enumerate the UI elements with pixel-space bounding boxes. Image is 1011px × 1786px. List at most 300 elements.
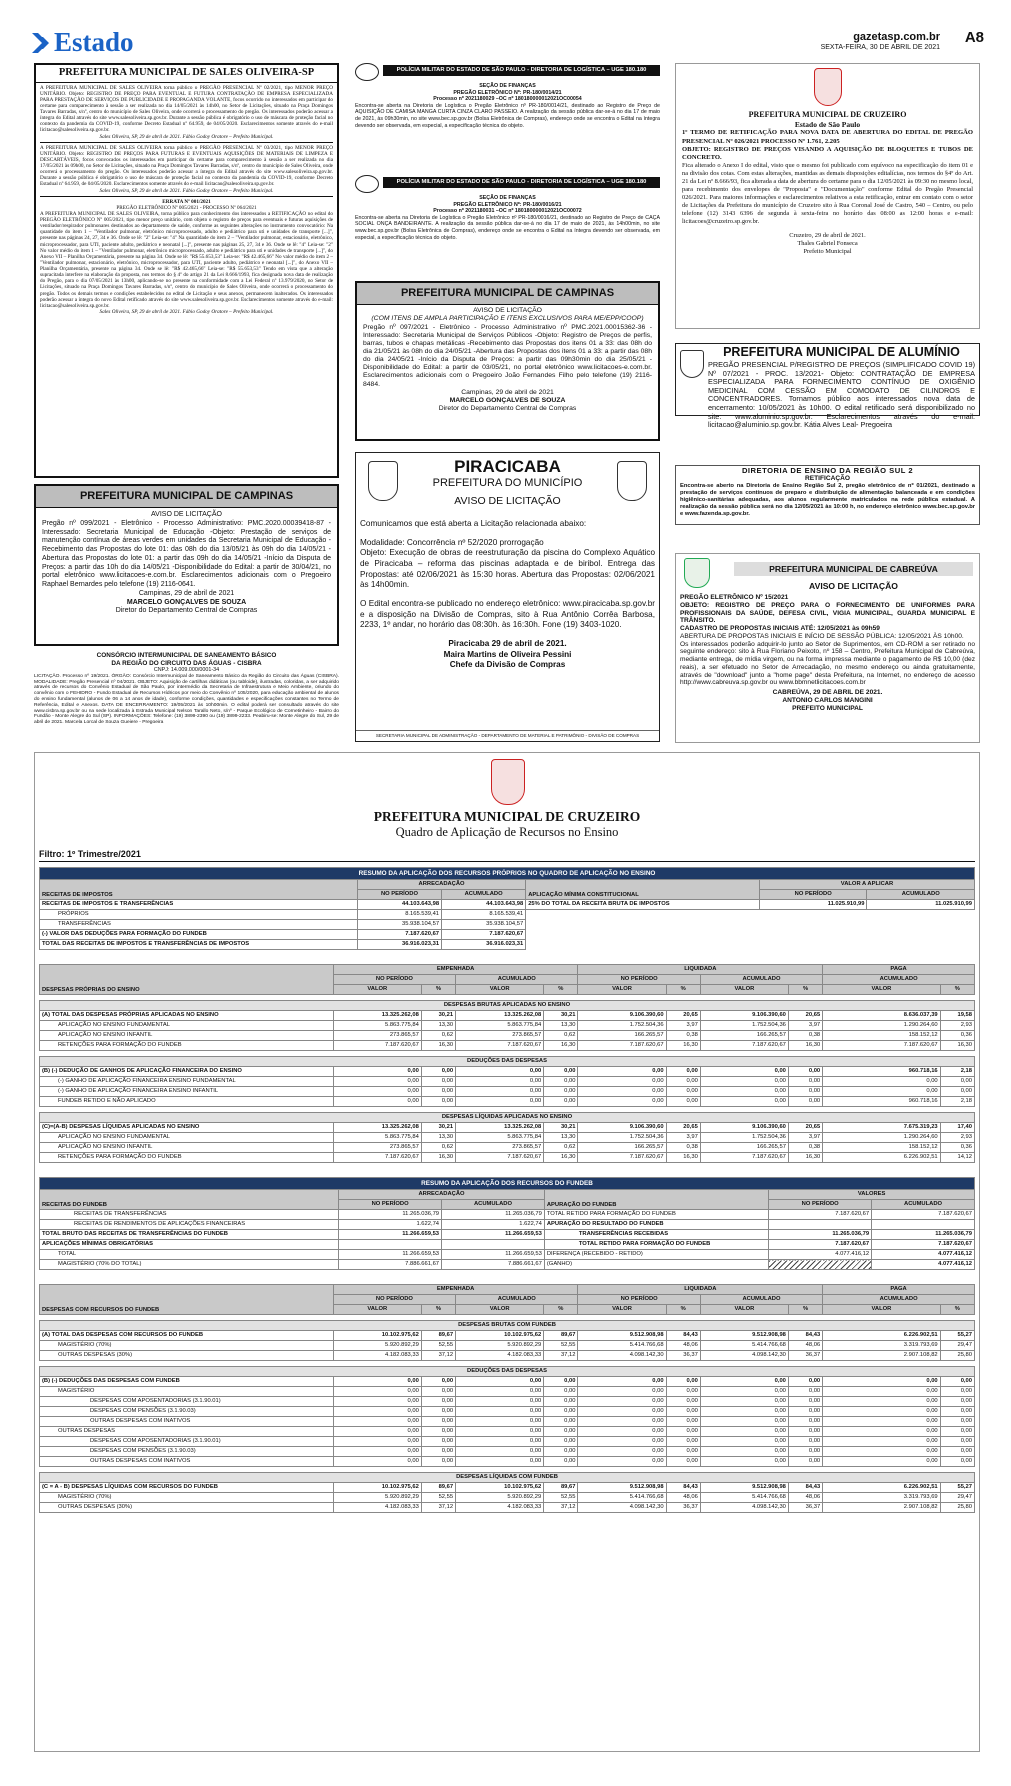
chevron-logo-icon <box>30 31 52 55</box>
row-value: 0,00 <box>544 1397 578 1407</box>
row-value: 8.636.037,39 <box>823 1011 940 1021</box>
row-value: 0,00 <box>333 1377 421 1387</box>
row-value: 0,00 <box>788 1417 822 1427</box>
row-value: 7.187.620,67 <box>700 1153 788 1163</box>
row-value: 0,00 <box>578 1407 666 1417</box>
row-label: (B) (-) DEDUÇÕES DAS DESPESAS COM FUNDEB <box>40 1377 334 1387</box>
table-fundeb-receitas <box>39 1177 975 1270</box>
row-value: 29,47 <box>940 1493 974 1503</box>
row-value: 0,00 <box>700 1417 788 1427</box>
row-value: 0,00 <box>333 1387 421 1397</box>
pm-badge-icon-1 <box>355 63 379 81</box>
row-value: 9.512.908,98 <box>700 1483 788 1493</box>
col-pct: % <box>788 985 822 995</box>
row-value: 2,93 <box>940 1021 974 1031</box>
row-value: 5.863.775,84 <box>456 1021 544 1031</box>
row-value: 0,62 <box>421 1031 455 1041</box>
row-value: 6.226.902,51 <box>823 1331 940 1341</box>
row-value: 0,00 <box>456 1067 544 1077</box>
row-label: (C = A - B) DESPESAS LÍQUIDAS COM RECURSOS DO FUNDEB <box>40 1483 334 1493</box>
piracicaba-sub: PREFEITURA DO MUNICÍPIO <box>432 477 583 490</box>
pm1-bar: POLÍCIA MILITAR DO ESTADO DE SÃO PAULO - DIRETORIA DE LOGÍSTICA – UGE 180.180 <box>383 65 660 76</box>
campinas-mid-date: Campinas, 29 de abril de 2021 <box>461 388 554 396</box>
row-value: 36,37 <box>788 1351 822 1361</box>
row-value: 5.863.775,84 <box>333 1021 421 1031</box>
row-value: 0,00 <box>456 1097 544 1107</box>
row-value: 0,00 <box>666 1377 700 1387</box>
row-value: 0,00 <box>788 1377 822 1387</box>
fundeb-right-val <box>769 1220 872 1230</box>
row-value: 158.152,12 <box>823 1143 940 1153</box>
row-value: 5.414.766,68 <box>578 1493 666 1503</box>
row-value: 0,00 <box>788 1097 822 1107</box>
row-value: 0,00 <box>823 1407 940 1417</box>
row-value: 0,00 <box>333 1397 421 1407</box>
diretoria-title: DIRETORIA DE ENSINO DA REGIÃO SUL 2 <box>741 466 914 475</box>
pm1-sec: SEÇÃO DE FINANÇAS <box>479 83 536 89</box>
row-value: 0,00 <box>788 1087 822 1097</box>
row-value: 3.319.793,69 <box>823 1341 940 1351</box>
quadro-subtitle: Quadro de Aplicação de Recursos no Ensino <box>395 825 619 839</box>
row-label: DESPESAS COM APOSENTADORIAS (3.1.90.01) <box>40 1397 334 1407</box>
row-value: 52,55 <box>421 1341 455 1351</box>
row-value: 0,00 <box>578 1377 666 1387</box>
row-value: 0,00 <box>578 1437 666 1447</box>
row-value: 3.319.793,69 <box>823 1493 940 1503</box>
row-value: 16,30 <box>788 1153 822 1163</box>
row-value: 0,00 <box>544 1067 578 1077</box>
row-value: 0,00 <box>544 1377 578 1387</box>
row-value: 0,00 <box>823 1457 940 1467</box>
row-value: 2.907.108,82 <box>823 1503 940 1513</box>
row-value: 89,67 <box>544 1483 578 1493</box>
row-value: 0,00 <box>700 1437 788 1447</box>
row-value: 7.187.620,67 <box>333 1153 421 1163</box>
table-despesas-proprias <box>39 964 975 1163</box>
row-value: 4.182.083,33 <box>456 1351 544 1361</box>
row-label: APLICAÇÃO NO ENSINO INFANTIL <box>40 1031 334 1041</box>
row-value: 37,12 <box>421 1351 455 1361</box>
row-value: 0,00 <box>544 1077 578 1087</box>
row-value: 0,00 <box>578 1427 666 1437</box>
row-value: 16,30 <box>666 1153 700 1163</box>
row-value: 0,00 <box>700 1427 788 1437</box>
piracicaba-crest-icon-left <box>368 461 398 501</box>
row-value: 0,00 <box>823 1397 940 1407</box>
fundeb-left-val <box>442 1240 545 1250</box>
row-value: 9.106.390,60 <box>578 1123 666 1133</box>
row-value: 0,00 <box>544 1417 578 1427</box>
r1-label: TOTAL DAS RECEITAS DE IMPOSTOS E TRANSFERÊNCIAS DE IMPOSTOS <box>40 940 358 950</box>
col-valor: VALOR <box>823 985 940 995</box>
pm2-proc: Processo nº 2021180031 –OC nº 180180000012021OC00072 <box>433 208 582 215</box>
table-despesas-fundeb <box>39 1284 975 1513</box>
r1-val: 35.938.104,57 <box>357 920 441 930</box>
table-recursos-proprios <box>39 867 975 950</box>
col-pct: % <box>940 1305 974 1315</box>
row-value: 7.187.620,67 <box>333 1041 421 1051</box>
fundeb-right-label: TOTAL RETIDO PARA FORMAÇÃO DO FUNDEB <box>544 1240 768 1250</box>
fundeb-left-val: 11.265.036,79 <box>339 1210 442 1220</box>
row-value: 16,30 <box>421 1153 455 1163</box>
cabreuva-date: CABREÚVA, 29 DE ABRIL DE 2021. <box>772 689 883 697</box>
row-value: 7.187.620,67 <box>578 1041 666 1051</box>
r1-val: 8.165.539,41 <box>442 910 526 920</box>
row-value: 0,00 <box>333 1067 421 1077</box>
piracicaba-aviso: AVISO DE LICITAÇÃO <box>454 494 561 507</box>
row-value: 0,00 <box>666 1407 700 1417</box>
col-acumulado: ACUMULADO <box>823 1295 975 1305</box>
cruzeiro-r-t1: PREFEITURA MUNICIPAL DE CRUZEIRO <box>748 110 907 119</box>
row-value: 0,00 <box>666 1447 700 1457</box>
r1-label: PRÓPRIOS <box>40 910 358 920</box>
row-value: 166.265,57 <box>700 1143 788 1153</box>
col-valor: VALOR <box>823 1305 940 1315</box>
campinas-left-date: Campinas, 29 de abril de 2021 <box>138 589 235 597</box>
row-value: 0,00 <box>666 1067 700 1077</box>
fundeb-right-val: 4.077.416,12 <box>872 1260 975 1270</box>
row-value: 0,00 <box>421 1417 455 1427</box>
row-value: 3,97 <box>666 1133 700 1143</box>
campinas-left-title: PREFEITURA MUNICIPAL DE CAMPINAS <box>36 486 337 508</box>
row-value: 4.098.142,30 <box>700 1351 788 1361</box>
row-value: 4.098.142,30 <box>578 1503 666 1513</box>
row-value: 0,00 <box>940 1077 974 1087</box>
row-label: RETENÇÕES PARA FORMAÇÃO DO FUNDEB <box>40 1153 334 1163</box>
row-value: 16,30 <box>940 1041 974 1051</box>
row-value: 0,00 <box>333 1077 421 1087</box>
col-pct: % <box>940 985 974 995</box>
aluminio-title: PREFEITURA MUNICIPAL DE ALUMÍNIO <box>723 345 960 359</box>
row-value: 0,00 <box>788 1407 822 1417</box>
row-value: 0,00 <box>333 1457 421 1467</box>
row-value: 7.675.319,23 <box>823 1123 940 1133</box>
cruzeiro-r-obj: OBJETO: REGISTRO DE PREÇOS VISANDO A AQUISIÇÃO DE BLOQUETES E TUBOS DE CONCRETO. <box>682 145 973 162</box>
row-value: 25,80 <box>940 1351 974 1361</box>
row-value: 0,38 <box>666 1143 700 1153</box>
pm1-proc: Processo nº 2021180029 –OC nº 180180000012021OC00054 <box>433 96 582 103</box>
row-value: 0,00 <box>700 1097 788 1107</box>
row-value: 84,43 <box>666 1331 700 1341</box>
r1-val: 36.916.023,31 <box>442 940 526 950</box>
row-value: 9.512.908,98 <box>700 1331 788 1341</box>
cruzeiro-r-sig: Thales Gabriel Fonseca <box>797 240 858 248</box>
row-label: FUNDEB RETIDO E NÃO APLICADO <box>40 1097 334 1107</box>
row-value: 273.865,57 <box>333 1143 421 1153</box>
campinas-mid-title: PREFEITURA MUNICIPAL DE CAMPINAS <box>357 283 658 305</box>
cisbra-cnpj: CNPJ: 14.009.000/0001-34 <box>153 667 220 674</box>
row-value: 0,00 <box>456 1077 544 1087</box>
fundeb-left-val: 11.266.659,53 <box>339 1230 442 1240</box>
row-value: 0,36 <box>940 1031 974 1041</box>
row-value: 0,00 <box>666 1417 700 1427</box>
row-value: 48,06 <box>666 1493 700 1503</box>
row-value: 13.325.262,08 <box>456 1011 544 1021</box>
row-value: 55,27 <box>940 1483 974 1493</box>
pm2-body: Encontra-se aberta na Diretoria de Logística o Pregão Eletrônico nº PR-180/0016/21, destinado ao Registro de Preço de CAÇA SOCIAL ONÇA BANDEIRANTE. A realização da sessão pública dar-se-á no dia 17 de maio de 2021, às 14h00min, no site www.bec.sp.gov.br (Bolsa Eletrônica de Compras), endereço onde se encontra o Edital na íntegra devendo ser observada, em especial, a especificação técnica do objeto. <box>355 214 660 241</box>
row-value: 0,00 <box>940 1417 974 1427</box>
fundeb-left-label: APLICAÇÕES MÍNIMAS OBRIGATÓRIAS <box>40 1240 339 1250</box>
row-value: 0,00 <box>788 1387 822 1397</box>
quadro-crest-icon <box>491 759 525 805</box>
row-value: 0,00 <box>700 1377 788 1387</box>
row-value: 273.865,57 <box>333 1031 421 1041</box>
row-value: 37,12 <box>544 1503 578 1513</box>
sec1-title: RESUMO DA APLICAÇÃO DOS RECURSOS PRÓPRIOS NO QUADRO DE APLICAÇÃO NO ENSINO <box>40 868 975 880</box>
row-value: 158.152,12 <box>823 1031 940 1041</box>
row-value: 0,00 <box>578 1447 666 1457</box>
row-value: 4.098.142,30 <box>578 1351 666 1361</box>
col-periodo: NO PERÍODO <box>333 1295 455 1305</box>
row-value: 84,43 <box>788 1331 822 1341</box>
row-value: 0,00 <box>823 1377 940 1387</box>
row-value: 0,00 <box>421 1427 455 1437</box>
cabreuva-title: PREFEITURA MUNICIPAL DE CABREÚVA <box>734 562 973 576</box>
row-value: 52,55 <box>421 1493 455 1503</box>
quadro-aplicacao <box>34 752 980 1752</box>
row-value: 0,00 <box>333 1097 421 1107</box>
fundeb-right-val: 4.077.416,12 <box>872 1250 975 1260</box>
row-value: 0,62 <box>421 1143 455 1153</box>
row-value: 0,00 <box>578 1097 666 1107</box>
row-value: 10.102.975,62 <box>456 1483 544 1493</box>
row-value: 13.325.262,08 <box>333 1011 421 1021</box>
row-label: OUTRAS DESPESAS COM INATIVOS <box>40 1457 334 1467</box>
row-value: 5.863.775,84 <box>333 1133 421 1143</box>
row-value: 0,00 <box>700 1397 788 1407</box>
pm-notice-2 <box>355 175 660 270</box>
row-value: 89,67 <box>544 1331 578 1341</box>
row-label: APLICAÇÃO NO ENSINO FUNDAMENTAL <box>40 1021 334 1031</box>
rec-fundeb-head: RECEITAS DO FUNDEB <box>40 1190 339 1210</box>
aluminio-crest-icon <box>680 350 704 378</box>
apur-fundeb-head: APURAÇÃO DO FUNDEB <box>544 1190 768 1210</box>
row-value: 0,00 <box>578 1077 666 1087</box>
row-value: 0,00 <box>788 1397 822 1407</box>
campinas-mid-sig: MARCELO GONÇALVES DE SOUZA <box>449 396 566 404</box>
fundeb-left-val: 1.622,74 <box>442 1220 545 1230</box>
col-valor: VALOR <box>700 1305 788 1315</box>
row-value: 30,21 <box>544 1011 578 1021</box>
row-value: 0,00 <box>421 1097 455 1107</box>
row-value: 0,00 <box>666 1387 700 1397</box>
r1-label: RECEITAS DE IMPOSTOS E TRANSFERÊNCIAS <box>40 900 358 910</box>
cruzeiro-r-t2: Estado de São Paulo <box>794 120 861 129</box>
row-value: 19,58 <box>940 1011 974 1021</box>
r1-val: 7.187.620,67 <box>442 930 526 940</box>
row-value: 13,30 <box>421 1021 455 1031</box>
fundeb-left-label: RECEITAS DE RENDIMENTOS DE APLICAÇÕES FINANCEIRAS <box>40 1220 339 1230</box>
row-value: 89,67 <box>421 1331 455 1341</box>
fundeb-right-val: 7.187.620,67 <box>872 1240 975 1250</box>
r1-val: 44.103.643,98 <box>357 900 441 910</box>
cabreuva-sig: ANTONIO CARLOS MANGINI <box>782 696 873 704</box>
site-url: gazetasp.com.br <box>853 31 940 43</box>
row-value: 0,00 <box>456 1377 544 1387</box>
row-value: 48,06 <box>788 1341 822 1351</box>
row-value: 55,27 <box>940 1331 974 1341</box>
cabreuva-b2: OBJETO: REGISTRO DE PREÇO PARA O FORNECIMENTO DE UNIFORMES PARA PROFISSIONAIS DA SAÚDE, DEFESA CIVIL, VIGIA MUNICIPAL, GUARDA MUNICIPAL E TRÂNSITO. <box>680 601 975 625</box>
sales-title: PREFEITURA MUNICIPAL DE SALES OLIVEIRA-SP <box>36 65 337 83</box>
row-value: 0,00 <box>666 1437 700 1447</box>
row-value: 0,62 <box>544 1031 578 1041</box>
cabreuva-crest-icon <box>684 558 710 588</box>
campinas-mid-role: Diretor do Departamento Central de Compras <box>438 405 577 413</box>
campinas-mid-body: Pregão nº 097/2021 - Eletrônico - Processo Administrativo nº PMC.2021.00015362-36 -Interessado: Secretaria Municipal de Serviços Públicos -Objeto: Registro de Preços de perfis, barras, tubos e chapas metálicas -Recebimento das Propostas dos itens 01 a 33: das 08h do dia 21/05/21 às 08h do dia 24/05/21 -Abertura das Propostas dos itens 01 a 33: a partir das 08h do dia 24/05/21 -Início da Disputa de Preços: a partir das 09h30min do dia 25/05/21 -Disponibilidade do Edital: a partir de 03/05/21, no portal eletrônico www.licitacoes-e.com.br. Esclarecimentos adicionais com o Pregoeiro João Fernandes Filho pelo telefone (19) 2116-8484. <box>363 323 652 388</box>
row-value: 0,00 <box>421 1407 455 1417</box>
col-periodo: NO PERÍODO <box>357 890 441 900</box>
row-value: 13,30 <box>544 1133 578 1143</box>
row-value: 0,00 <box>333 1417 421 1427</box>
col-acumulado: ACUMULADO <box>442 890 526 900</box>
row-value: 84,43 <box>666 1483 700 1493</box>
desp-head: DESPESAS PRÓPRIAS DO ENSINO <box>40 965 334 995</box>
row-value: 0,62 <box>544 1143 578 1153</box>
row-value: 2.907.108,82 <box>823 1351 940 1361</box>
row-value: 0,00 <box>940 1457 974 1467</box>
row-label: MAGISTÉRIO <box>40 1387 334 1397</box>
row-value: 7.187.620,67 <box>578 1153 666 1163</box>
campinas-mid-sub: (COM ITENS DE AMPLA PARTICIPAÇÃO E ITENS EXCLUSIVOS PARA ME/EPP/COOP) <box>371 315 644 323</box>
row-value: 5.414.766,68 <box>700 1341 788 1351</box>
cruzeiro-r-date: Cruzeiro, 29 de abril de 2021. <box>789 232 866 240</box>
row-value: 0,00 <box>578 1457 666 1467</box>
col-pct: % <box>788 1305 822 1315</box>
campinas-mid-aviso: AVISO DE LICITAÇÃO <box>473 307 542 315</box>
aplic-val: 11.025.910,99 <box>867 900 975 910</box>
diretoria-body: Encontra-se aberto na Diretoria de Ensino Região Sul 2, pregão eletrônico de nº 01/2021, destinado a prestação de serviços contínuos de preparo e distribuição de alimentação balanceada e em condições higiênico-sanitárias adequadas, aos alunos regularmente matriculados na rede pública estadual. A realização da sessão pública será no dia 12/05/2021 às 10:00 h, no endereço eletrônico www.bec.sp.gov.br e www.fazenda.sp.gov.br. <box>680 483 975 517</box>
row-value: 29,47 <box>940 1341 974 1351</box>
row-value: 0,00 <box>666 1457 700 1467</box>
section-subtitle: DEDUÇÕES DAS DESPESAS <box>40 1057 975 1067</box>
row-value: 0,00 <box>421 1437 455 1447</box>
row-value: 0,00 <box>940 1447 974 1457</box>
aplic-val: 11.025.910,99 <box>759 900 867 910</box>
row-value: 0,00 <box>578 1417 666 1427</box>
row-value: 7.187.620,67 <box>700 1041 788 1051</box>
row-value: 0,00 <box>700 1387 788 1397</box>
row-value: 16,30 <box>666 1041 700 1051</box>
row-value: 0,00 <box>421 1067 455 1077</box>
row-value: 10.102.975,62 <box>456 1331 544 1341</box>
piracicaba-sig: Maira Martins de Oliveira Pessini <box>443 649 572 659</box>
fundeb-left-val: 7.886.661,67 <box>339 1260 442 1270</box>
col-acumulado: ACUMULADO <box>456 975 578 985</box>
row-value: 0,00 <box>823 1077 940 1087</box>
cabreuva-b5: Os interessados poderão adquirir-lo junto ao Setor de Suprimentos, em CD-ROM a ser retirado no seguinte endereço: sito à Rua Floriano Peixoto, nº 158 – Centro, Prefeitura Municipal de Cabreúva, mediante entrega, de mídia virgem, ou na forma impressa mediante o pagamento de R$ 10,00 (dez reais), a ser efetuado no Setor de Arrecadação, no mesmo endereço ou ainda gratuitamente, através de "download" junto a "home page" desta Prefeitura, na Internet, no endereço de acesso http://www.cabreuva.sp.gov.br ou www.bbmnetlicitacoes.com.br <box>680 640 975 687</box>
empenhada-head: EMPENHADA <box>333 1285 578 1295</box>
row-value: 0,00 <box>700 1447 788 1457</box>
piracicaba-edital: O Edital encontra-se publicado no endereço eletrônico: www.piracicaba.sp.gov.br e a disposição na Divisão de Compras, sito à Rua Antônio Corrêa Barbosa, 2233, 1º andar, no horário das 08:30h. às 16:30h. Fone (19) 3403-1020. <box>360 599 655 630</box>
piracicaba-notice <box>355 452 660 742</box>
row-value: 0,00 <box>940 1387 974 1397</box>
row-value: 4.098.142,30 <box>700 1503 788 1513</box>
row-value: 0,00 <box>456 1437 544 1447</box>
quadro-filtro: Filtro: 1º Trimestre/2021 <box>39 849 141 859</box>
campinas-notice-middle <box>355 281 660 441</box>
rec-imp-head: RECEITAS DE IMPOSTOS <box>40 880 358 900</box>
row-label: (A) TOTAL DAS DESPESAS PRÓPRIAS APLICADAS NO ENSINO <box>40 1011 334 1021</box>
row-value: 0,00 <box>544 1097 578 1107</box>
col-valor: VALOR <box>700 985 788 995</box>
row-value: 0,00 <box>578 1067 666 1077</box>
section-subtitle: DESPESAS LÍQUIDAS APLICADAS NO ENSINO <box>40 1113 975 1123</box>
fundeb-left-val: 11.266.659,53 <box>442 1230 545 1240</box>
row-value: 13,30 <box>544 1021 578 1031</box>
cabreuva-b4: ABERTURA DE PROPOSTAS INICIAIS E INÍCIO DE SESSÃO PÚBLICA: 12/05/2021 ÀS 10h00. <box>680 632 964 640</box>
row-value: 1.752.504,36 <box>578 1133 666 1143</box>
col-acumulado: ACUMULADO <box>700 975 822 985</box>
row-value: 0,00 <box>333 1427 421 1437</box>
fundeb-left-label: MAGISTÉRIO (70% DO TOTAL) <box>40 1260 339 1270</box>
row-value: 0,00 <box>421 1087 455 1097</box>
fundeb-left-label: RECEITAS DE TRANSFERÊNCIAS <box>40 1210 339 1220</box>
row-value: 16,30 <box>421 1041 455 1051</box>
col-acumulado: ACUMULADO <box>872 1200 975 1210</box>
desp-head: DESPESAS COM RECURSOS DO FUNDEB <box>40 1285 334 1315</box>
piracicaba-obj: Objeto: Execução de obras de reestruturação da piscina do Complexo Aquático de Piracicaba – reforma das piscinas adaptada e de biribol. Entrega das Propostas: até 02/06/2021 às 15:30 horas. Abertura das Propostas: 02/06/2021 às 14h00min. <box>360 548 655 590</box>
row-value: 0,00 <box>666 1397 700 1407</box>
fundeb-right-val <box>872 1220 975 1230</box>
paga-head: PAGA <box>823 965 975 975</box>
row-value: 273.865,57 <box>456 1143 544 1153</box>
row-value: 9.106.390,60 <box>700 1123 788 1133</box>
liquidada-head: LIQUIDADA <box>578 965 823 975</box>
campinas-left-aviso: AVISO DE LICITAÇÃO <box>151 511 222 519</box>
row-value: 9.512.908,98 <box>578 1331 666 1341</box>
col-pct: % <box>666 985 700 995</box>
col-acumulado: ACUMULADO <box>700 1295 822 1305</box>
piracicaba-foot: SECRETARIA MUNICIPAL DE ADMINISTRAÇÃO - DEPARTAMENTO DE MATERIAL E PATRIMÔNIO - DIVISÃO DE COMPRAS <box>356 730 659 739</box>
row-value: 273.865,57 <box>456 1031 544 1041</box>
row-value: 0,00 <box>456 1457 544 1467</box>
row-value: 0,00 <box>666 1087 700 1097</box>
errata-sub: PREGÃO ELETRÔNICO Nº 005/2021 - PROCESSO Nº 064/2021 <box>116 204 257 211</box>
paga-head: PAGA <box>823 1285 975 1295</box>
cabreuva-notice <box>675 553 980 743</box>
row-value: 5.920.892,29 <box>456 1341 544 1351</box>
row-value: 1.290.264,60 <box>823 1133 940 1143</box>
cisbra-t2: DA REGIÃO DO CIRCUITO DAS ÁGUAS - CISBRA <box>111 659 262 667</box>
pm2-pe: PREGÃO ELETRÔNICO Nº: PR-180/0016/21 <box>453 201 562 208</box>
row-value: 0,00 <box>456 1397 544 1407</box>
row-value: 10.102.975,62 <box>333 1483 421 1493</box>
row-value: 2,93 <box>940 1133 974 1143</box>
row-value: 0,00 <box>823 1387 940 1397</box>
piracicaba-date: Piracicaba 29 de abril de 2021. <box>448 639 567 649</box>
fundeb-right-label: TOTAL RETIDO PARA FORMAÇÃO DO FUNDEB <box>544 1210 768 1220</box>
row-value: 0,00 <box>544 1387 578 1397</box>
row-value: 0,00 <box>788 1427 822 1437</box>
piracicaba-role: Chefe da Divisão de Compras <box>449 660 566 670</box>
row-value: 0,00 <box>421 1457 455 1467</box>
row-value: 960.718,16 <box>823 1097 940 1107</box>
row-value: 0,00 <box>788 1077 822 1087</box>
cabreuva-aviso: AVISO DE LICITAÇÃO <box>809 581 898 591</box>
row-value: 25,80 <box>940 1503 974 1513</box>
piracicaba-crest-icon-right <box>617 461 647 501</box>
row-value: 3,97 <box>788 1133 822 1143</box>
col-pct: % <box>421 985 455 995</box>
row-value: 52,55 <box>544 1493 578 1503</box>
row-value: 48,06 <box>788 1493 822 1503</box>
cabreuva-b1: PREGÃO ELETRÔNICO Nº 15/2021 <box>680 594 789 601</box>
row-value: 0,00 <box>788 1457 822 1467</box>
aluminio-notice <box>675 343 980 430</box>
row-value: 166.265,57 <box>578 1031 666 1041</box>
row-label: APLICAÇÃO NO ENSINO INFANTIL <box>40 1143 334 1153</box>
aluminio-body: PREGÃO PRESENCIAL P/REGISTRO DE PREÇOS (SIMPLIFICADO COVID 19) Nº 07/2021 - PROC. 13/2021- Objeto: CONTRATAÇÃO DE EMPRESA ESPECIALIZADA PARA FORNECIMENTO CONTÍNUO DE OXIGÊNIO MEDICINAL COM CESSÃO EM COMODATO DE CILINDROS E CONCENTRADORES. Tornamos público aos interessados nova data de encerramento: 10/05/2021 às 10h00. O edital retificado será disponibilizado no site: www.aluminio.sp.gov.br. Esclarecimentos através do e-mail: licitacao@aluminio.sp.gov.br. Kátia Alves Leal- Pregoeira <box>708 360 975 430</box>
